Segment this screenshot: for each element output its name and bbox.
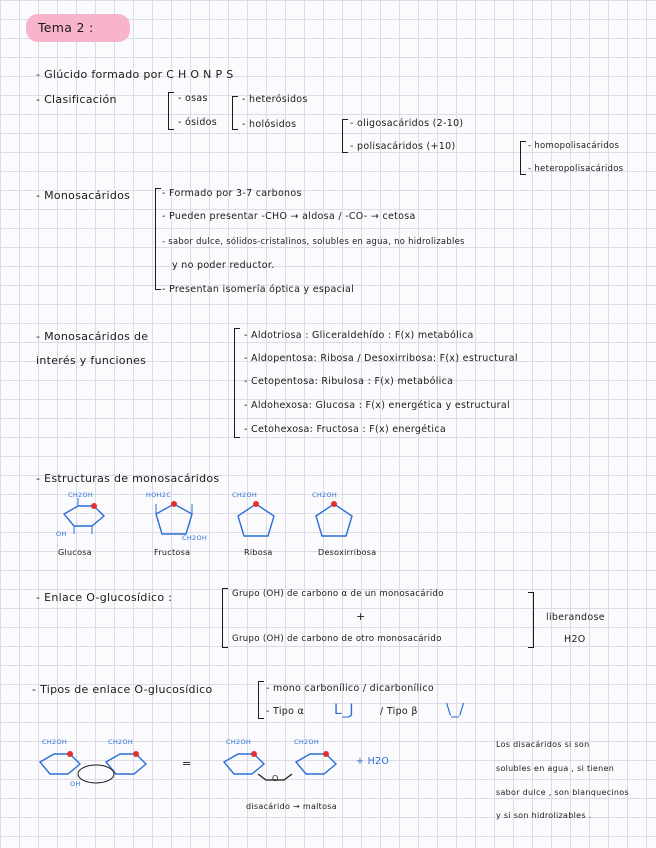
reaction-oh: OH	[70, 780, 81, 788]
tipo-beta-symbol: \_/	[446, 700, 465, 718]
tipos-item-2a: - Tipo α	[266, 706, 305, 717]
enlace-bracket-left	[222, 588, 228, 648]
holosidos: - holósidos	[242, 119, 297, 130]
mono-item-1: - Formado por 3-7 carbonos	[162, 188, 302, 199]
interes-label-2: interés y funciones	[36, 354, 147, 367]
homopolisacaridos: - homopolisacáridos	[528, 141, 620, 151]
enlace-label: - Enlace O-glucosídico :	[36, 591, 173, 604]
interes-item-5: - Cetohexosa: Fructosa : F(x) energética	[244, 424, 447, 435]
line-glucido: - Glúcido formado por C H O N P S	[36, 68, 234, 81]
fructosa-hoh2c: HOH2C	[146, 491, 172, 499]
mono-item-2: - Pueden presentar -CHO → aldosa / -CO- → cetosa	[162, 211, 416, 222]
tipos-item-2b: / Tipo β	[380, 706, 418, 717]
heteropolisacaridos: - heteropolisacáridos	[528, 164, 624, 174]
ribosa-label: Ribosa	[244, 548, 273, 557]
enlace-grupo-1: Grupo (OH) de carbono α de un monosacárido	[232, 589, 444, 599]
note-line-2: solubles en agua , si tienen	[496, 764, 615, 773]
enlace-grupo-2: Grupo (OH) de carbono de otro monosacárido	[232, 634, 442, 644]
desoxirribosa-structure-icon	[310, 496, 360, 546]
maltose-o: O	[272, 774, 279, 783]
page-title: Tema 2 :	[38, 20, 94, 35]
maltose-icon	[218, 742, 348, 796]
note-line-3: sabor dulce , son blanquecinos	[496, 788, 629, 797]
mono-bracket	[155, 188, 161, 290]
maltose-ch2oh-1: CH2OH	[226, 738, 252, 746]
glucosa-ch2oh: CH2OH	[68, 491, 94, 499]
note-line-4: y si son hidrolizables .	[496, 811, 592, 820]
enlace-bracket-right	[528, 592, 534, 648]
glucosa-label: Glucosa	[58, 548, 92, 557]
interes-bracket	[234, 328, 240, 438]
reaction-plus-h2o: + H2O	[356, 756, 390, 767]
glucosa-oh: OH	[56, 530, 67, 538]
fructosa-label: Fructosa	[154, 548, 191, 557]
interes-item-4: - Aldohexosa: Glucosa : F(x) energética y estructural	[244, 400, 510, 411]
ribosa-ch2oh: CH2OH	[232, 491, 258, 499]
interes-item-2: - Aldopentosa: Ribosa / Desoxirribosa: F(x) estructural	[244, 353, 518, 364]
interes-label-1: - Monosacáridos de	[36, 330, 149, 343]
mono-item-3: - sabor dulce, sólidos-cristalinos, solubles en agua, no hidrolizables	[162, 236, 465, 246]
tipo-alpha-symbol: L_J	[334, 702, 354, 718]
osidos-bracket	[232, 96, 238, 130]
clasif-osidos: - ósidos	[178, 117, 218, 128]
note-line-1: Los disacáridos si son	[496, 740, 590, 749]
enlace-plus: +	[356, 610, 366, 623]
holosidos-bracket	[342, 119, 348, 153]
poli-bracket	[520, 141, 526, 175]
oligosacaridos: - oligosacáridos (2-10)	[350, 118, 464, 129]
two-glucose-icon	[34, 742, 164, 796]
reaction-ch2oh-1: CH2OH	[42, 738, 68, 746]
tipos-item-1: - mono carbonílico / dicarbonílico	[266, 683, 435, 694]
mono-item-4: - Presentan isomería óptica y espacial	[162, 284, 355, 295]
reaction-equals: =	[182, 757, 192, 770]
desoxi-ch2oh: CH2OH	[312, 491, 338, 499]
ribosa-structure-icon	[232, 496, 282, 546]
mono-item-3b: y no poder reductor.	[172, 260, 275, 271]
reaction-ch2oh-2: CH2OH	[108, 738, 134, 746]
interes-item-3: - Cetopentosa: Ribulosa : F(x) metabólica	[244, 376, 454, 387]
enlace-liberandose: liberandose	[546, 612, 605, 623]
estructuras-label: - Estructuras de monosacáridos	[36, 472, 220, 485]
reaction-caption: disacárido → maltosa	[246, 802, 337, 811]
mono-label: - Monosacáridos	[36, 189, 131, 202]
clasif-osas: - osas	[178, 93, 208, 104]
enlace-h2o: H2O	[564, 634, 586, 645]
polisacaridos: - polisacáridos (+10)	[350, 141, 456, 152]
tipos-label: - Tipos de enlace O-glucosídico	[32, 683, 213, 696]
clasif-label: - Clasificación	[36, 93, 117, 106]
interes-item-1: - Aldotriosa : Gliceraldehído : F(x) metabólica	[244, 330, 474, 341]
tipos-bracket	[258, 681, 264, 719]
maltose-ch2oh-2: CH2OH	[294, 738, 320, 746]
clasif-bracket	[168, 92, 174, 130]
desoxirribosa-label: Desoxirribosa	[318, 548, 377, 557]
fructosa-ch2oh: CH2OH	[182, 534, 208, 542]
heterosidos: - heterósidos	[242, 94, 308, 105]
